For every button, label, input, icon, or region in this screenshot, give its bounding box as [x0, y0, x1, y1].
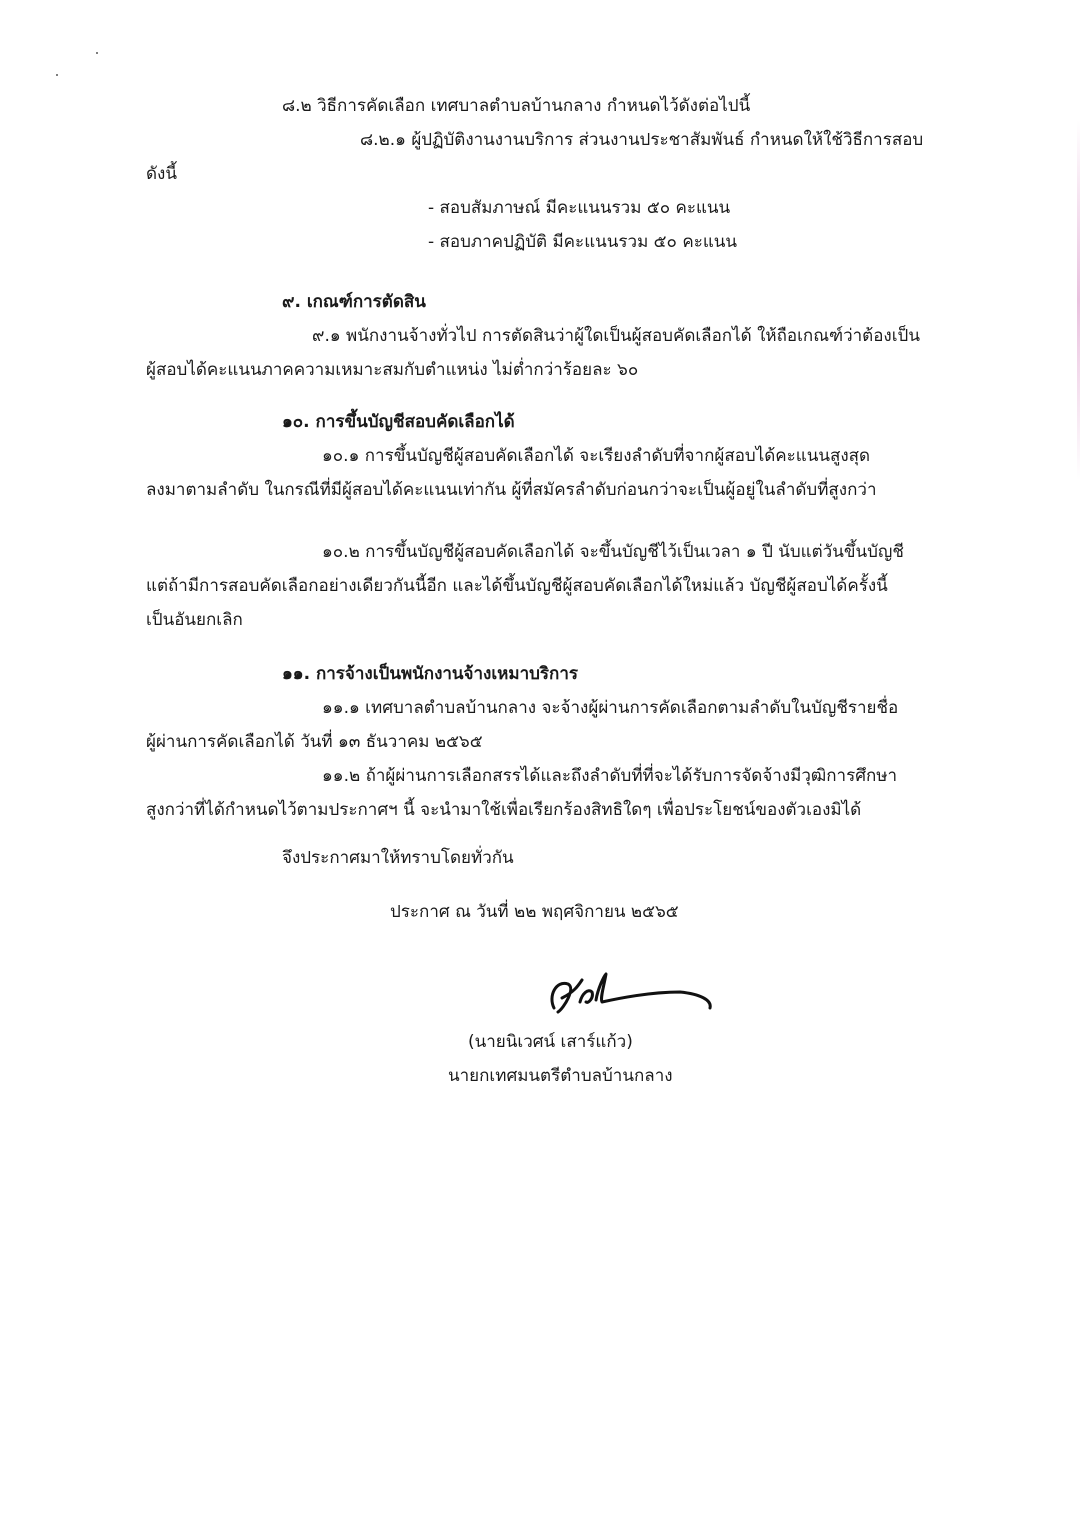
announcement-date: ประกาศ ณ วันที่ ๒๒ พฤศจิกายน ๒๕๖๕ — [390, 902, 679, 922]
section-9-1-line-1: ๙.๑ พนักงานจ้างทั่วไป การตัดสินว่าผู้ใดเป็นผู้สอบคัดเลือกได้ ให้ถือเกณฑ์ว่าต้องเป็น — [312, 326, 920, 346]
section-10-2-line-1: ๑๐.๒ การขึ้นบัญชีผู้สอบคัดเลือกได้ จะขึ้นบัญชีไว้เป็นเวลา ๑ ปี นับแต่วันขึ้นบัญชี — [322, 542, 904, 562]
section-10-2-line-3: เป็นอันยกเลิก — [146, 610, 243, 630]
signer-name: (นายนิเวศน์ เสาร์แก้ว) — [468, 1032, 633, 1052]
section-10-heading: ๑๐. การขึ้นบัญชีสอบคัดเลือกได้ — [282, 412, 515, 432]
section-9-heading: ๙. เกณฑ์การตัดสิน — [282, 292, 426, 312]
scan-speck — [56, 74, 58, 76]
exam-item-practical: - สอบภาคปฏิบัติ มีคะแนนรวม ๕๐ คะแนน — [428, 232, 738, 252]
exam-item-interview: - สอบสัมภาษณ์ มีคะแนนรวม ๕๐ คะแนน — [428, 198, 731, 218]
section-11-heading: ๑๑. การจ้างเป็นพนักงานจ้างเหมาบริการ — [282, 664, 579, 684]
section-10-1-line-2: ลงมาตามลำดับ ในกรณีที่มีผู้สอบได้คะแนนเท่ากัน ผู้ที่สมัครลำดับก่อนกว่าจะเป็นผู้อยู่ในลำดับที่สูงกว่า — [146, 480, 877, 500]
section-11-1-line-2: ผู้ผ่านการคัดเลือกได้ วันที่ ๑๓ ธันวาคม ๒๕๖๕ — [146, 732, 483, 752]
section-11-2-line-1: ๑๑.๒ ถ้าผู้ผ่านการเลือกสรรได้และถึงลำดับที่ที่จะได้รับการจัดจ้างมีวุฒิการศึกษา — [322, 766, 898, 786]
section-11-2-line-2: สูงกว่าที่ได้กำหนดไว้ตามประกาศฯ นี้ จะนำมาใช้เพื่อเรียกร้องสิทธิใดๆ เพื่อประโยชน์ของตัวเองมิได้ — [146, 800, 862, 820]
announcement-text: จึงประกาศมาให้ทราบโดยทั่วกัน — [282, 848, 514, 868]
scan-speck — [96, 52, 98, 54]
section-9-1-line-2: ผู้สอบได้คะแนนภาคความเหมาะสมกับตำแหน่ง ไม่ต่ำกว่าร้อยละ ๖๐ — [146, 360, 639, 380]
section-8-2-1-line-2: ดังนี้ — [146, 164, 177, 184]
section-11-1-line-1: ๑๑.๑ เทศบาลตำบลบ้านกลาง จะจ้างผู้ผ่านการคัดเลือกตามลำดับในบัญชีรายชื่อ — [322, 698, 899, 718]
signer-title: นายกเทศมนตรีตำบลบ้านกลาง — [448, 1066, 673, 1086]
section-8-2-title: ๘.๒ วิธีการคัดเลือก เทศบาลตำบลบ้านกลาง กำหนดไว้ดังต่อไปนี้ — [282, 96, 751, 116]
section-10-1-line-1: ๑๐.๑ การขึ้นบัญชีผู้สอบคัดเลือกได้ จะเรียงลำดับที่จากผู้สอบได้คะแนนสูงสุด — [322, 446, 871, 466]
signature-mark — [540, 968, 720, 1028]
section-10-2-line-2: แต่ถ้ามีการสอบคัดเลือกอย่างเดียวกันนี้อีก และได้ขึ้นบัญชีผู้สอบคัดเลือกได้ใหม่แล้ว บัญชีผู้สอบได้ครั้งนี้ — [146, 576, 888, 596]
section-8-2-1-line-1: ๘.๒.๑ ผู้ปฏิบัติงานงานบริการ ส่วนงานประชาสัมพันธ์ กำหนดให้ใช้วิธีการสอบ — [360, 130, 924, 150]
